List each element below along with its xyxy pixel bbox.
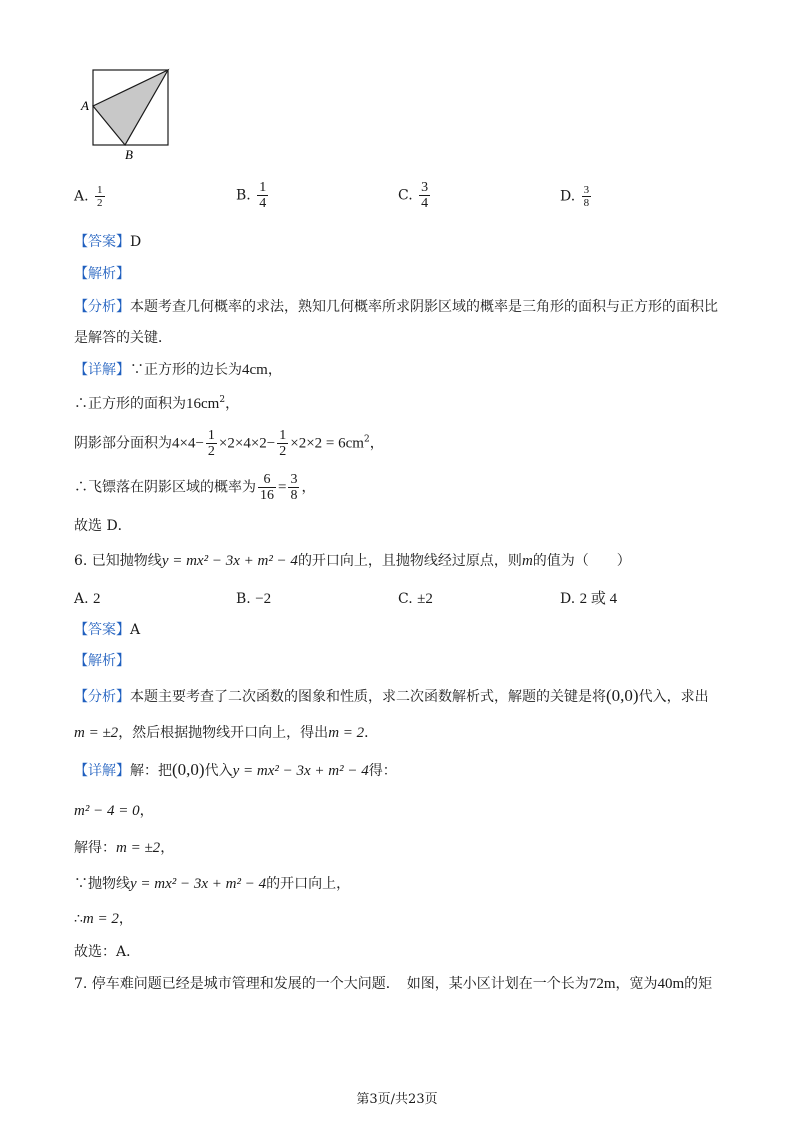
q6-option-c: C. ±2 xyxy=(398,591,433,607)
page-footer: 第3页/共23页 xyxy=(356,1092,438,1107)
q6-fenxi-2: m = ±2，然后根据抛物线开口向上，得出m = 2． xyxy=(74,725,379,741)
q6-fenxi-1: 【分析】本题主要考查了二次函数的图象和性质，求二次函数解析式，解题的关键是将(0,0)代入，求出 xyxy=(74,686,709,705)
q5-answer: 【答案】D xyxy=(74,234,142,250)
q5-detail-4: ∴飞镖落在阴影区域的概率为 $\frac{6}{16}$ = $\frac{3}{8}$ ， xyxy=(74,472,316,503)
q5-detail-5: 故选 D． xyxy=(74,518,132,534)
square-triangle-figure xyxy=(78,66,178,166)
q6-answer: 【答案】A xyxy=(74,622,141,638)
q6-detail-2: m² − 4 = 0， xyxy=(74,803,154,819)
q5-detail-2: ∴正方形的面积为$16cm^2$， xyxy=(74,395,240,412)
q6-detail-4: ∵抛物线y = mx² − 3x + m² − 4的开口向上， xyxy=(74,876,351,892)
q5-option-c: C. $\frac{3}{4}$ xyxy=(398,180,429,211)
q6-detail-6: 故选：A． xyxy=(74,944,141,960)
q5-analysis-tag: 【解析】 xyxy=(74,266,130,282)
q5-fenxi-1: 【分析】本题考查几何概率的求法，熟知几何概率所求阴影区域的概率是三角形的面积与正方形的面积比 xyxy=(74,299,718,315)
shaded-triangle xyxy=(93,70,168,145)
q6-option-a: A. 2 xyxy=(74,591,101,607)
q7-stem: 7. 停车难问题已经是城市管理和发展的一个大问题． 如图，某小区计划在一个长为72m，宽为40m的矩 xyxy=(74,976,713,992)
q6-detail-5: ∴m = 2， xyxy=(74,911,133,927)
q6-detail-3: 解得：m = ±2， xyxy=(74,840,175,856)
q6-option-d: D. 2 或 4 xyxy=(560,591,618,607)
label-a: A xyxy=(81,98,89,113)
q6-analysis-tag: 【解析】 xyxy=(74,653,130,669)
q5-fenxi-2: 是解答的关键． xyxy=(74,330,172,346)
q5-option-b: B. $\frac{1}{4}$ xyxy=(236,180,267,211)
q5-option-d: D. $\frac{3}{8}$ xyxy=(560,184,590,209)
label-b: B xyxy=(125,147,133,162)
q5-detail-1: 【详解】∵正方形的边长为4cm， xyxy=(74,362,282,378)
q6-detail-1: 【详解】解：把(0,0)代入y = mx² − 3x + m² − 4得： xyxy=(74,760,397,779)
q6-stem: 6. 已知抛物线y = mx² − 3x + m² − 4的开口向上，且抛物线经过原点，则m的值为（ ） xyxy=(74,553,631,569)
q5-option-a: A. $\frac{1}{2}$ xyxy=(74,184,103,209)
q6-option-b: B. −2 xyxy=(236,591,272,607)
q5-detail-3: 阴影部分面积为4×4− $\frac{1}{2}$ ×2×4×2− $\frac{1}{2}$ $\times 2\times 2 = 6cm^2$， xyxy=(74,428,384,459)
